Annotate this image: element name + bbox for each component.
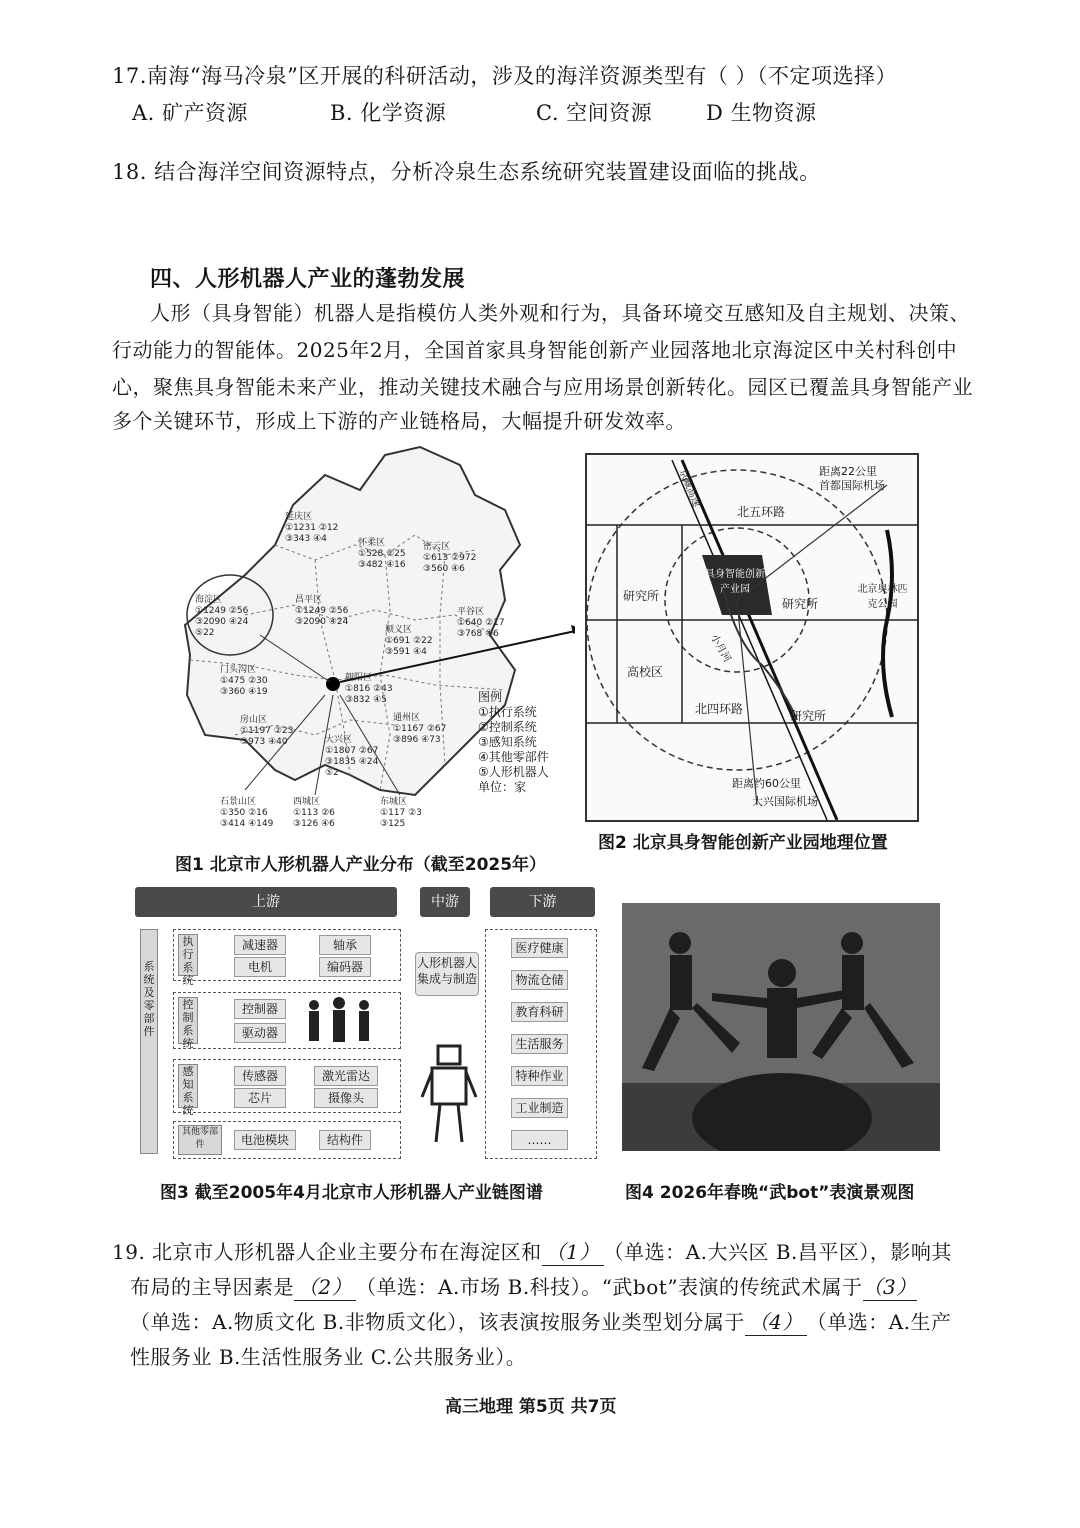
district-name: 海淀区	[195, 595, 223, 605]
q19-line-3	[130, 1306, 952, 1336]
expressway-label: 京藏高速	[676, 467, 702, 509]
district-values: ③414 ④149	[220, 819, 274, 829]
airport-distance-north: 距离22公里	[819, 465, 877, 478]
downstream-bar: 下游	[490, 887, 595, 917]
airport-name-north: 首都国际机场	[819, 479, 885, 492]
airport-name-south: 大兴国际机场	[752, 795, 818, 808]
industry-chain-diagram	[135, 887, 600, 1167]
application-item: 特种作业	[511, 1066, 568, 1086]
application-item: 生活服务	[511, 1034, 568, 1054]
district-values: ①1249 ②56	[295, 606, 349, 616]
district-values: ①640 ②17	[457, 618, 505, 628]
section-title: 四、人形机器人产业的蓬勃发展	[150, 266, 466, 292]
district-values: ③1835 ④24	[325, 757, 379, 767]
district-values: ①350 ②16	[220, 808, 268, 818]
ring-road-5: 北五环路	[737, 505, 786, 519]
district-name: 门头沟区	[220, 665, 257, 675]
district-values: ①475 ②30	[220, 676, 268, 686]
fig3-caption: 图3 截至2005年4月北京市人形机器人产业链图谱	[160, 1183, 543, 1203]
chain-item: 结构件	[319, 1130, 371, 1150]
q19-text: （单选：A.大兴区 B.昌平区），影响其	[603, 1240, 952, 1264]
group-label: 执行系统	[178, 934, 198, 976]
district-name: 密云区	[423, 542, 451, 552]
legend-item: ③感知系统	[478, 735, 537, 749]
ring-road-4: 北四环路	[695, 702, 744, 716]
chain-item: 驱动器	[234, 1023, 286, 1043]
district-values: ⑤2	[325, 768, 339, 778]
chain-item: 芯片	[234, 1088, 286, 1108]
park-location-map	[585, 453, 919, 822]
district-values: ③896 ④73	[393, 735, 441, 745]
q19-line-2	[130, 1271, 917, 1301]
section-paragraph-line: 心，聚焦具身智能未来产业，推动关键技术融合与应用场景创新转化。园区已覆盖具身智能产业	[112, 375, 973, 399]
q19-line-4: 性服务业 B.生活性服务业 C.公共服务业）。	[130, 1345, 527, 1369]
chain-item: 电池模块	[234, 1130, 296, 1150]
district-name: 石景山区	[220, 797, 257, 807]
section-paragraph-line: 人形（具身智能）机器人是指模仿人类外观和行为，具备环境交互感知及自主规划、决策、	[150, 301, 970, 325]
chain-item: 控制器	[234, 999, 286, 1019]
district-values: ③768 ④6	[457, 629, 499, 639]
district-name: 房山区	[240, 715, 268, 725]
q19-text: （单选：A.物质文化 B.非物质文化），该表演按服务业类型划分属于	[130, 1310, 745, 1334]
application-item: 医疗健康	[511, 938, 568, 958]
chain-item: 传感器	[234, 1066, 286, 1086]
district-values: ③125	[380, 819, 406, 829]
application-item: ……	[511, 1130, 568, 1150]
district-values: ③2090 ④24	[295, 617, 349, 627]
robot-icon	[420, 1042, 480, 1152]
park-label: 具身智能创新产业园	[705, 569, 765, 595]
legend-item: ②控制系统	[478, 720, 537, 734]
district-values: ③973 ④40	[240, 737, 288, 747]
district-name: 通州区	[393, 713, 421, 723]
district-values: ③2090 ④24	[195, 617, 249, 627]
institute-label: 研究所	[782, 597, 819, 611]
group-perception	[173, 1059, 401, 1117]
robot-figures-icon	[299, 995, 389, 1045]
airport-distance-south: 距离约60公里	[732, 777, 801, 790]
group-label: 感知系统	[178, 1064, 198, 1108]
section-paragraph-line: 行动能力的智能体。2025年2月，全国首家具身智能创新产业园落地北京海淀区中关村科创中	[112, 338, 958, 362]
q17-stem: 17.南海“海马冷泉”区开展的科研活动，涉及的海洋资源类型有（ ）（不定项选择）	[112, 64, 898, 88]
performance-photo	[622, 903, 940, 1151]
group-execution	[173, 929, 401, 987]
answer-blank-2[interactable]: （2）	[294, 1271, 356, 1301]
group-label: 其他零部件	[178, 1125, 222, 1155]
district-name: 延庆区	[285, 512, 313, 522]
upstream-bar: 上游	[135, 887, 397, 917]
district-values: ①528 ②25	[358, 549, 406, 559]
midstream-box: 人形机器人集成与制造	[415, 952, 479, 996]
institute-label: 研究所	[790, 709, 827, 723]
olympic-park-label: 北京奥林匹克公园	[857, 584, 908, 610]
q19-text: （单选：A.生产	[806, 1310, 952, 1334]
district-values: ③126 ④6	[293, 819, 335, 829]
district-values: ①113 ②6	[293, 808, 335, 818]
district-values: ⑤22	[195, 628, 215, 638]
chain-item: 轴承	[319, 935, 371, 955]
legend-item: ⑤人形机器人	[478, 765, 549, 779]
district-values: ③560 ④6	[423, 564, 465, 574]
midstream-bar: 中游	[420, 887, 470, 917]
district-values: ①613 ②972	[423, 553, 477, 563]
river-label: 小月河	[708, 632, 733, 665]
performance-photo-graphic	[622, 903, 940, 1151]
group-control	[173, 992, 401, 1049]
page-footer: 高三地理 第5页 共7页	[445, 1397, 617, 1417]
legend-title: 图例	[478, 690, 503, 704]
q17-option-d: D 生物资源	[706, 101, 817, 125]
chain-item: 电机	[234, 957, 286, 977]
map-legend	[478, 690, 549, 795]
legend-item: ④其他零部件	[478, 750, 549, 764]
district-name: 昌平区	[295, 595, 323, 605]
district-name: 怀柔区	[358, 538, 386, 548]
institute-label: 研究所	[623, 589, 660, 603]
district-values: ①1807 ②67	[325, 746, 379, 756]
q18-text: 18. 结合海洋空间资源特点，分析冷泉生态系统研究装置建设面临的挑战。	[112, 160, 821, 184]
chain-item: 激光雷达	[314, 1066, 378, 1086]
answer-blank-4[interactable]: （4）	[745, 1306, 807, 1336]
district-values: ①1249 ②56	[195, 606, 249, 616]
downstream-group	[485, 929, 597, 1159]
district-name: 朝阳区	[345, 673, 373, 683]
beijing-district-map	[175, 435, 575, 845]
q19-text: 布局的主导因素是	[130, 1275, 294, 1299]
fig1-caption: 图1 北京市人形机器人产业分布（截至2025年）	[175, 855, 547, 875]
group-label: 控制系统	[178, 997, 198, 1044]
district-name: 东城区	[380, 797, 408, 807]
district-values: ①816 ②43	[345, 684, 393, 694]
district-values: ①117 ②3	[380, 808, 422, 818]
district-values: ①1231 ②12	[285, 523, 339, 533]
q17-option-b: B. 化学资源	[330, 101, 447, 125]
answer-blank-1[interactable]: （1）	[542, 1236, 604, 1266]
legend-item: ①执行系统	[478, 705, 537, 719]
district-values: ③360 ④19	[220, 687, 268, 697]
college-area-label: 高校区	[627, 665, 664, 679]
fig2-caption: 图2 北京具身智能创新产业园地理位置	[598, 833, 888, 853]
parts-side-label: 系统及零部件	[140, 929, 158, 1154]
answer-blank-3[interactable]: （3）	[863, 1271, 917, 1301]
q19-text: （单选：A.市场 B.科技）。“武bot”表演的传统武术属于	[356, 1275, 863, 1299]
district-values: ①1197 ②23	[240, 726, 294, 736]
group-other-parts	[173, 1121, 401, 1159]
q19-text: 19. 北京市人形机器人企业主要分布在海淀区和	[112, 1240, 542, 1264]
fig4-caption: 图4 2026年春晚“武bot”表演景观图	[625, 1183, 915, 1203]
chain-item: 摄像头	[314, 1088, 378, 1108]
application-item: 工业制造	[511, 1098, 568, 1118]
district-values: ③482 ④16	[358, 560, 406, 570]
district-values: ③591 ④4	[385, 647, 427, 657]
district-values: ③343 ④4	[285, 534, 327, 544]
chain-item: 编码器	[319, 957, 371, 977]
district-values: ①691 ②22	[385, 636, 433, 646]
q17-option-a: A. 矿产资源	[132, 101, 249, 125]
district-name: 西城区	[293, 797, 321, 807]
district-name: 大兴区	[325, 735, 353, 745]
section-paragraph-line: 多个关键环节，形成上下游的产业链格局，大幅提升研发效率。	[112, 409, 686, 433]
q19-line-1	[112, 1236, 952, 1266]
district-name: 顺义区	[385, 625, 413, 635]
application-item: 教育科研	[511, 1002, 568, 1022]
chain-item: 减速器	[234, 935, 286, 955]
district-name: 平谷区	[457, 607, 485, 617]
application-item: 物流仓储	[511, 970, 568, 990]
district-values: ①1167 ②67	[393, 724, 447, 734]
q17-option-c: C. 空间资源	[536, 101, 653, 125]
district-values: ③832 ④5	[345, 695, 387, 705]
legend-unit: 单位：家	[478, 780, 527, 794]
